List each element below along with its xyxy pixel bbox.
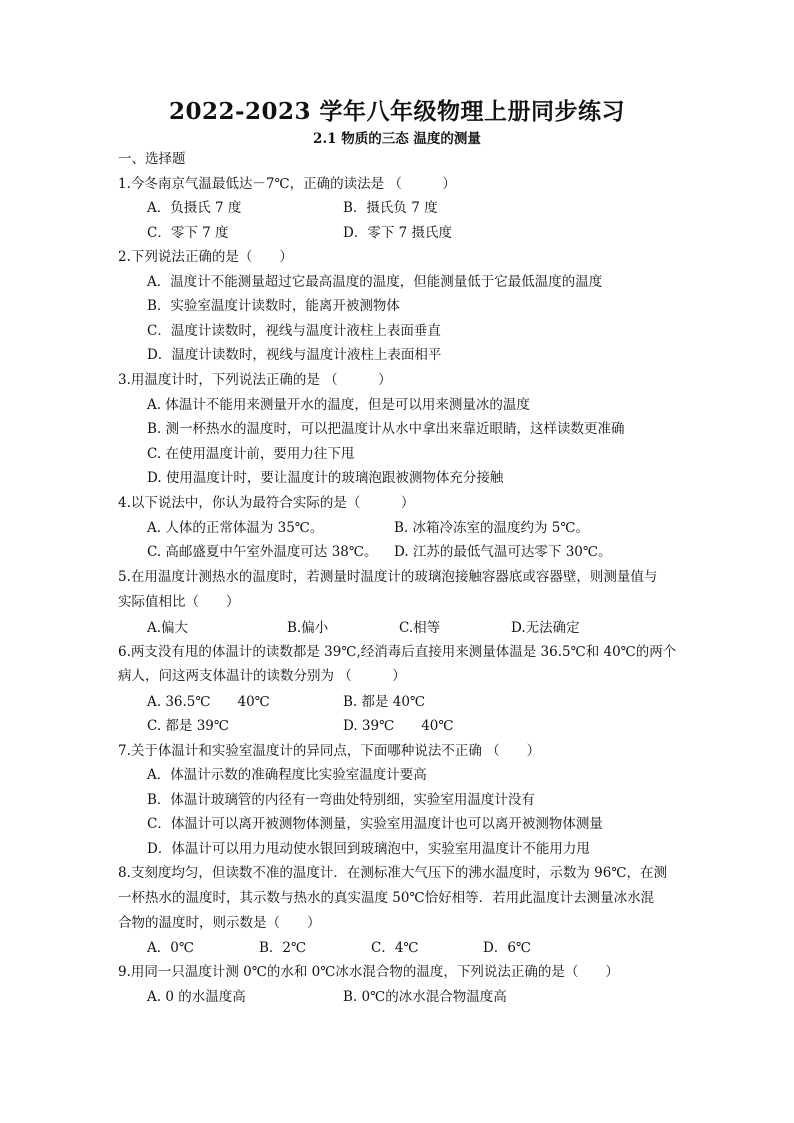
- question-4-option-d: D. 江苏的最低气温可达零下 30℃。: [394, 544, 612, 560]
- question-5-option-d: D.无法确定: [511, 620, 580, 636]
- question-3-stem: 3.用温度计时，下列说法正确的是 （ ）: [118, 372, 392, 388]
- question-2-stem: 2.下列说法正确的是（ ）: [118, 249, 293, 265]
- question-8-stem-line-2: 一杯热水的温度时，其示数与热水的真实温度 50℃恰好相等．若用此温度计去测量冰水混: [118, 890, 655, 906]
- question-2-option-b: B．实验室温度计读数时，能离开被测物体: [147, 298, 400, 314]
- question-8-stem-line-1: 8.支刻度均匀，但读数不准的温度计．在测标准大气压下的沸水温度时，示数为 96℃，在测: [118, 865, 667, 881]
- question-7-stem: 7.关于体温计和实验室温度计的异同点，下面哪种说法不正确 （ ）: [118, 743, 541, 759]
- question-3-option-c: C. 在使用温度计前，要用力往下甩: [147, 446, 355, 462]
- question-8-stem-line-3: 合物的温度时，则示数是（ ）: [118, 915, 321, 931]
- question-4-option-b: B. 冰箱冷冻室的温度约为 5℃。: [394, 520, 589, 536]
- question-3-option-a: A. 体温计不能用来测量开水的温度，但是可以用来测量冰的温度: [147, 397, 530, 413]
- question-7-option-c: C．体温计可以离开被测物体测量，实验室用温度计也可以离开被测物体测量: [147, 816, 603, 832]
- question-6-option-d: D. 39℃ 40℃: [343, 718, 454, 734]
- page-subtitle: 2.1 物质的三态 温度的测量: [313, 131, 481, 147]
- question-1-option-a: A．负摄氏 7 度: [147, 200, 242, 216]
- question-1-option-c: C．零下 7 度: [147, 225, 229, 241]
- question-5-option-b: B.偏小: [287, 620, 329, 636]
- question-6-option-c: C. 都是 39℃: [147, 718, 230, 734]
- question-7-option-b: B．体温计玻璃管的内径有一弯曲处特别细，实验室用温度计没有: [147, 792, 535, 808]
- question-4-option-c: C. 高邮盛夏中午室外温度可达 38℃。: [147, 544, 378, 560]
- question-8-option-c: C．4℃: [371, 940, 419, 956]
- question-6-stem-line-2: 病人，问这两支体温计的读数分别为 （ ）: [118, 668, 406, 684]
- question-3-option-b: B. 测一杯热水的温度时，可以把温度计从水中拿出来靠近眼睛，这样读数更准确: [147, 421, 625, 437]
- question-1-option-d: D．零下 7 摄氏度: [343, 225, 452, 241]
- question-7-option-d: D．体温计可以用力甩动使水银回到玻璃泡中，实验室用温度计不能用力甩: [147, 841, 590, 857]
- question-4-option-a: A. 人体的正常体温为 35℃。: [147, 520, 324, 536]
- question-6-option-b: B. 都是 40℃: [343, 694, 426, 710]
- question-2-option-d: D．温度计读数时，视线与温度计液柱上表面相平: [147, 347, 442, 363]
- page-title: 2022-2023 学年八年级物理上册同步练习: [168, 98, 626, 125]
- question-1-option-b: B．摄氏负 7 度: [343, 200, 438, 216]
- question-1-stem: 1.今冬南京气温最低达－7℃，正确的读法是 （ ）: [118, 176, 456, 192]
- question-8-option-b: B．2℃: [259, 940, 307, 956]
- question-5-stem-line-2: 实际值相比（ ）: [118, 594, 240, 610]
- question-5-option-c: C.相等: [399, 620, 441, 636]
- section-heading: 一、选择题: [118, 151, 186, 167]
- question-7-option-a: A．体温计示数的准确程度比实验室温度计要高: [147, 767, 427, 783]
- question-2-option-c: C．温度计读数时，视线与温度计液柱上表面垂直: [147, 323, 441, 339]
- question-2-option-a: A．温度计不能测量超过它最高温度的温度，但能测量低于它最低温度的温度: [147, 274, 603, 290]
- question-8-option-d: D．6℃: [483, 940, 532, 956]
- question-8-option-a: A．0℃: [147, 940, 194, 956]
- question-3-option-d: D. 使用温度计时，要让温度计的玻璃泡跟被测物体充分接触: [147, 470, 504, 486]
- question-4-stem: 4.以下说法中，你认为最符合实际的是（ ）: [118, 495, 415, 511]
- question-6-stem-line-1: 6.两支没有甩的体温计的读数都是 39℃,经消毒后直接用来测量体温是 36.5℃和 40℃的两个: [118, 644, 677, 660]
- question-6-option-a: A. 36.5℃ 40℃: [147, 694, 270, 710]
- question-5-stem-line-1: 5.在用温度计测热水的温度时，若测量时温度计的玻璃泡接触容器底或容器壁，则测量值与: [118, 569, 658, 585]
- question-9-stem: 9.用同一只温度计测 0℃的水和 0℃冰水混合物的温度，下列说法正确的是（ ）: [118, 964, 619, 980]
- question-9-option-b: B. 0℃的冰水混合物温度高: [343, 989, 507, 1005]
- question-5-option-a: A.偏大: [147, 620, 189, 636]
- question-9-option-a: A. 0 的水温度高: [147, 989, 246, 1005]
